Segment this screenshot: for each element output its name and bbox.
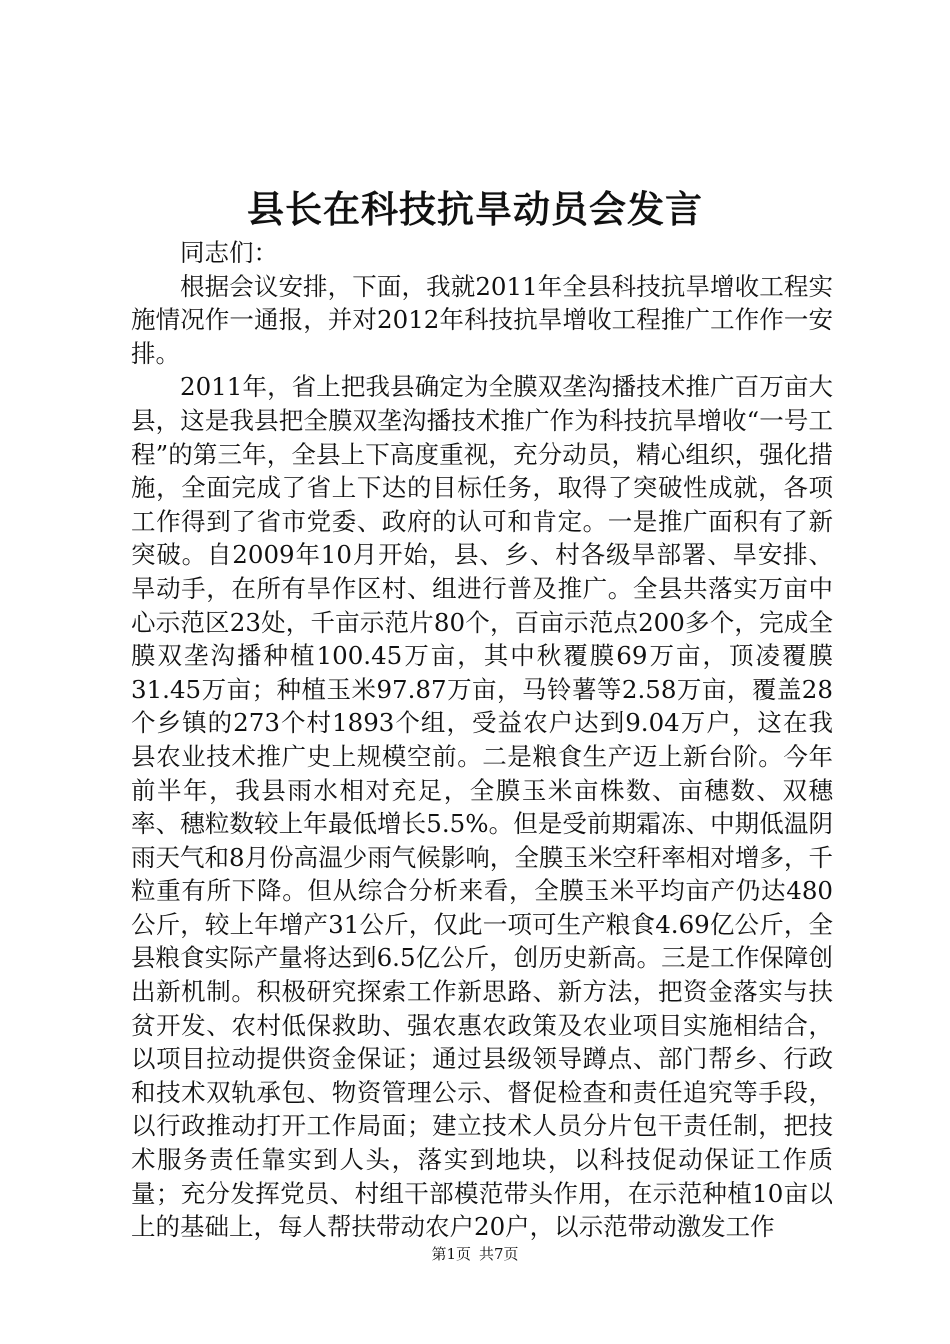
page-total: 共7页 xyxy=(479,1245,519,1263)
paragraph-intro: 根据会议安排，下面，我就2011年全县科技抗旱增收工程实施情况作一通报，并对2012年科技抗旱增收工程推广工作作一安排。 xyxy=(131,271,833,368)
salutation: 同志们： xyxy=(180,238,278,267)
page-number: 第1页 xyxy=(431,1245,471,1263)
paragraph-report: 2011年，省上把我县确定为全膜双垄沟播技术推广百万亩大县，这是我县把全膜双垄沟播技术推广作为科技抗旱增收“一号工程”的第三年，全县上下高度重视，充分动员，精心组织，强化措施，全面完成了省上下达的目标任务，取得了突破性成就，各项工作得到了省市党委、政府的认可和肯定。一是推广面积有了新突破。自2009年10月开始，县、乡、村各级旱部署、旱安排、旱动手，在所有旱作区村、组进行普及推广。全县共落实万亩中心示范区23处，千亩示范片80个，百亩示范点200多个，完成全膜双垄沟播种植100.45万亩，其中秋覆膜69万亩，顶凌覆膜31.45万亩；种植玉米97.87万亩，马铃薯等2.58万亩，覆盖28个乡镇的273个村1893个组，受益农户达到9.04万户，这在我县农业技术推广史上规模空前。二是粮食生产迈上新台阶。今年前半年，我县雨水相对充足，全膜玉米亩株数、亩穗数、双穗率、穗粒数较上年最低增长5.5%。但是受前期霜冻、中期低温阴雨天气和8月份高温少雨气候影响，全膜玉米空秆率相对增多，千粒重有所下降。但从综合分析来看，全膜玉米平均亩产仍达480公斤，较上年增产31公斤，仅此一项可生产粮食4.69亿公斤，全县粮食实际产量将达到6.5亿公斤，创历史新高。三是工作保障创出新机制。积极研究探索工作新思路、新方法，把资金落实与扶贫开发、农村低保救助、强农惠农政策及农业项目实施相结合，以项目拉动提供资金保证；通过县级领导蹲点、部门帮乡、行政和技术双轨承包、物资管理公示、督促检查和责任追究等手段，以行政推动打开工作局面；建立技术人员分片包干责任制，把技术服务责任靠实到人头，落实到地块，以科技促动保证工作质量；充分发挥党员、村组干部模范带头作用，在示范种植10亩以上的基础上，每人帮扶带动农户20户，以示范带动激发工作 xyxy=(131,372,833,1242)
page-footer xyxy=(0,1244,950,1264)
document-title: 县长在科技抗旱动员会发言 xyxy=(247,187,703,231)
document-body xyxy=(131,236,833,1244)
